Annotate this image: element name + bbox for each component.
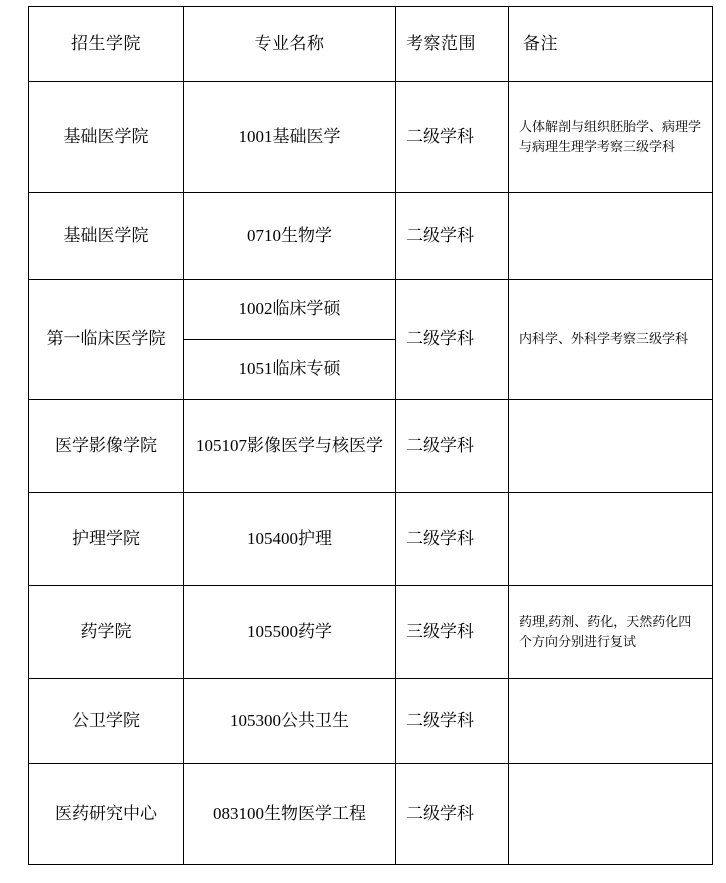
- cell-college: 基础医学院: [29, 193, 184, 280]
- table-row: [29, 280, 713, 340]
- cell-scope: 二级学科: [396, 764, 509, 865]
- table-row: [29, 679, 713, 764]
- cell-college: 第一临床医学院: [29, 280, 184, 400]
- cell-college: 基础医学院: [29, 82, 184, 193]
- cell-major: 083100生物医学工程: [184, 764, 396, 865]
- cell-scope: 二级学科: [396, 193, 509, 280]
- table-row: [29, 193, 713, 280]
- cell-note: [509, 400, 713, 493]
- table-row: [29, 400, 713, 493]
- cell-scope: 二级学科: [396, 82, 509, 193]
- cell-college: 护理学院: [29, 493, 184, 586]
- cell-note: 人体解剖与组织胚胎学、病理学与病理生理学考察三级学科: [509, 82, 713, 193]
- cell-college: 医药研究中心: [29, 764, 184, 865]
- cell-major: 1001基础医学: [184, 82, 396, 193]
- cell-college: 药学院: [29, 586, 184, 679]
- table-row: [29, 82, 713, 193]
- cell-note: [509, 493, 713, 586]
- table-header-row: [29, 7, 713, 82]
- cell-major: 0710生物学: [184, 193, 396, 280]
- cell-major: 105107影像医学与核医学: [184, 400, 396, 493]
- cell-scope: 二级学科: [396, 400, 509, 493]
- cell-college: 公卫学院: [29, 679, 184, 764]
- admissions-table: [28, 6, 713, 865]
- cell-note: [509, 193, 713, 280]
- header-major: 专业名称: [184, 7, 396, 82]
- cell-major: 105500药学: [184, 586, 396, 679]
- cell-scope: 二级学科: [396, 280, 509, 400]
- cell-scope: 二级学科: [396, 679, 509, 764]
- cell-note: 内科学、外科学考察三级学科: [509, 280, 713, 400]
- cell-scope: 二级学科: [396, 493, 509, 586]
- table-row: [29, 493, 713, 586]
- table-row: [29, 586, 713, 679]
- header-college: 招生学院: [29, 7, 184, 82]
- cell-major: 1002临床学硕: [184, 280, 396, 340]
- cell-note: 药理,药剂、药化，天然药化四个方向分别进行复试: [509, 586, 713, 679]
- cell-major: 105300公共卫生: [184, 679, 396, 764]
- cell-note: [509, 764, 713, 865]
- header-note: 备注: [509, 7, 713, 82]
- cell-scope: 三级学科: [396, 586, 509, 679]
- cell-major: 105400护理: [184, 493, 396, 586]
- cell-college: 医学影像学院: [29, 400, 184, 493]
- table-row: [29, 764, 713, 865]
- cell-major: 1051临床专硕: [184, 340, 396, 400]
- header-scope: 考察范围: [396, 7, 509, 82]
- cell-note: [509, 679, 713, 764]
